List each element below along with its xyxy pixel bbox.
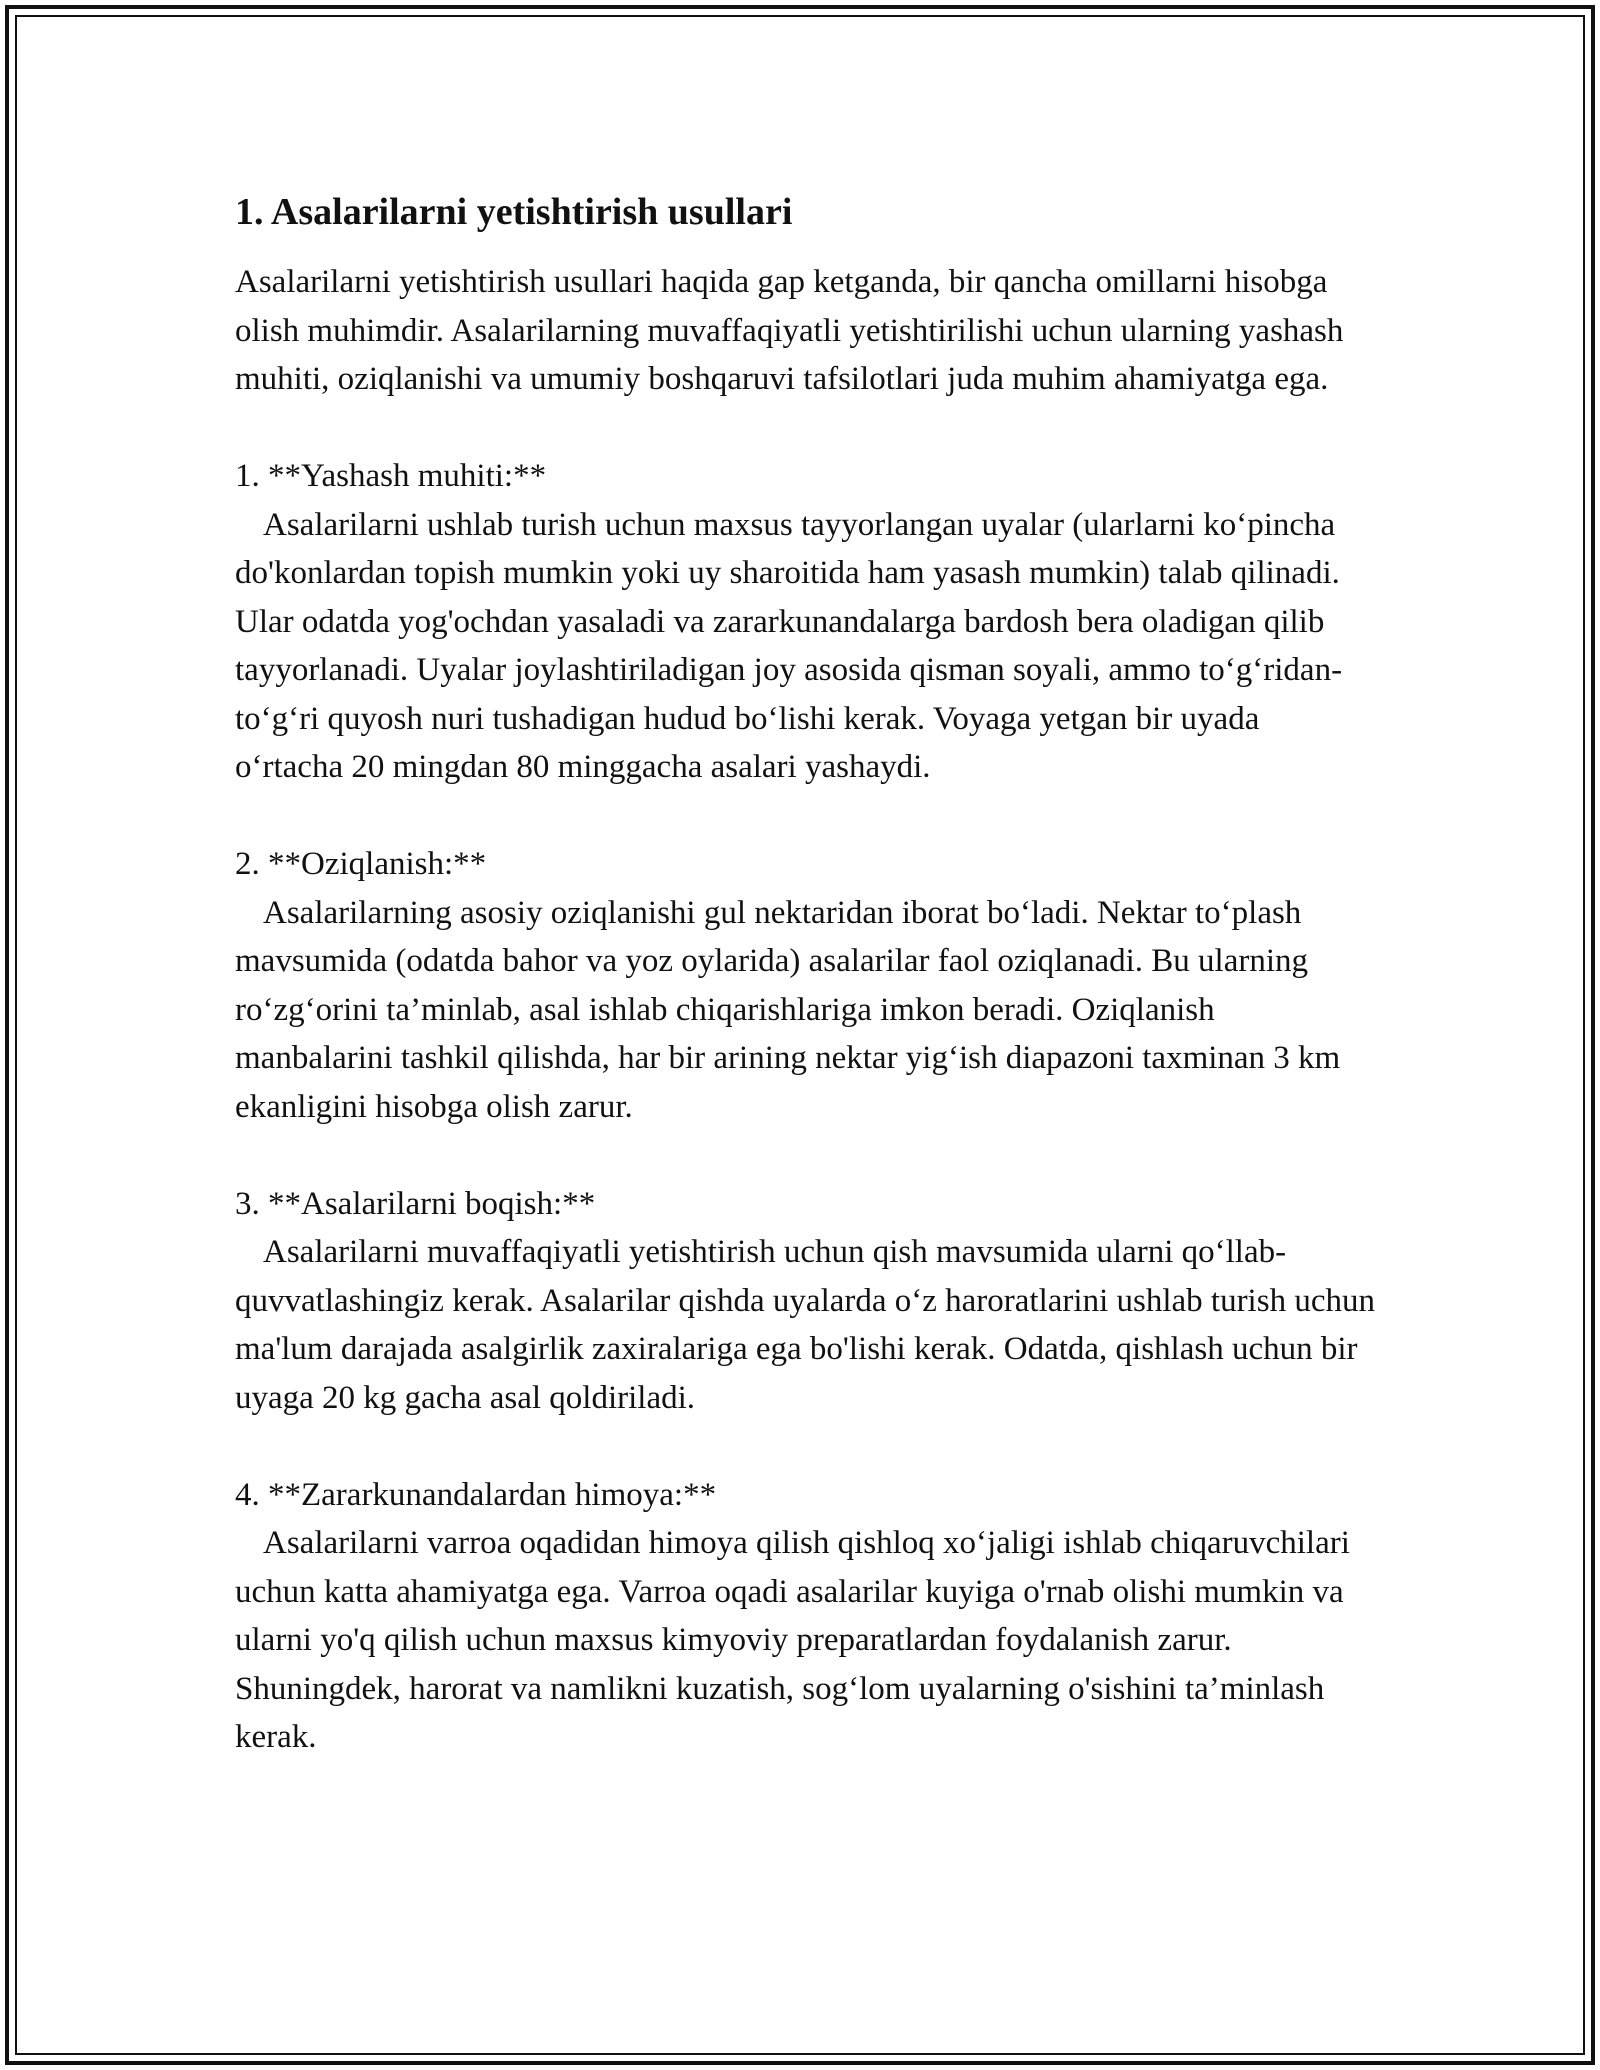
section-habitat [235,452,1375,792]
section-heading: 4. **Zararkunandalardan himoya:** [235,1476,717,1513]
section-body: Asalarilarni muvaffaqiyatli yetishtirish uchun qish mavsumida ularni qo‘llab-quvvatlashingiz kerak. Asalarilar qishda uyalarda o‘z haroratlarini ushlab turish uchun ma'lum darajada asalgirlik zaxiralariga ega bo'lishi kerak. Odatda, qishlash uchun bir uyaga 20 kg gacha asal qoldiriladi. [235,1234,1375,1416]
section-body: Asalarilarni varroa oqadidan himoya qilish qishloq xo‘jaligi ishlab chiqaruvchilari uchun katta ahamiyatga ega. Varroa oqadi asalarilar kuyiga o'rnab olishi mumkin va ularni yo'q qilish uchun maxsus kimyoviy preparatlardan foydalanish zarur. Shuningdek, harorat va namlikni kuzatish, sog‘lom uyalarning o'sishini ta’minlash kerak. [235,1525,1350,1755]
document-body [235,188,1375,1762]
section-feeding [235,1180,1375,1423]
section-nutrition [235,840,1375,1131]
section-body: Asalarilarni ushlab turish uchun maxsus tayyorlangan uyalar (ularlarni ko‘pincha do'konlardan topish mumkin yoki uy sharoitida ham yasash mumkin) talab qilinadi. Ular odatda yog'ochdan yasaladi va zararkunandalarga bardosh bera oladigan qilib tayyorlanadi. Uyalar joylashtiriladigan joy asosida qisman soyali, ammo to‘g‘ridan-to‘g‘ri quyosh nuri tushadigan hudud bo‘lishi kerak. Voyaga yetgan bir uyada o‘rtacha 20 mingdan 80 minggacha asalari yashaydi. [235,506,1343,785]
section-pest-protection [235,1471,1375,1762]
section-heading: 2. **Oziqlanish:** [235,846,487,882]
section-heading: 3. **Asalarilarni boqish:** [235,1185,596,1222]
document-title: 1. Asalarilarni yetishtirish usullari [235,191,793,233]
intro-paragraph: Asalarilarni yetishtirish usullari haqida gap ketganda, bir qancha omillarni hisobga olish muhimdir. Asalarilarning muvaffaqiyatli yetishtirilishi uchun ularning yashash muhiti, oziqlanishi va umumiy boshqaruvi tafsilotlari juda muhim ahamiyatga ega. [235,264,1344,397]
section-body: Asalarilarning asosiy oziqlanishi gul nektaridan iborat bo‘ladi. Nektar to‘plash mavsumida (odatda bahor va yoz oylarida) asalarilar faol oziqlanadi. Bu ularning ro‘zg‘orini ta’minlab, asal ishlab chiqarishlariga imkon beradi. Oziqlanish manbalarini tashkil qilishda, har bir arining nektar yig‘ish diapazoni taxminan 3 km ekanligini hisobga olish zarur. [235,894,1341,1125]
section-heading: 1. **Yashash muhiti:** [235,458,547,494]
